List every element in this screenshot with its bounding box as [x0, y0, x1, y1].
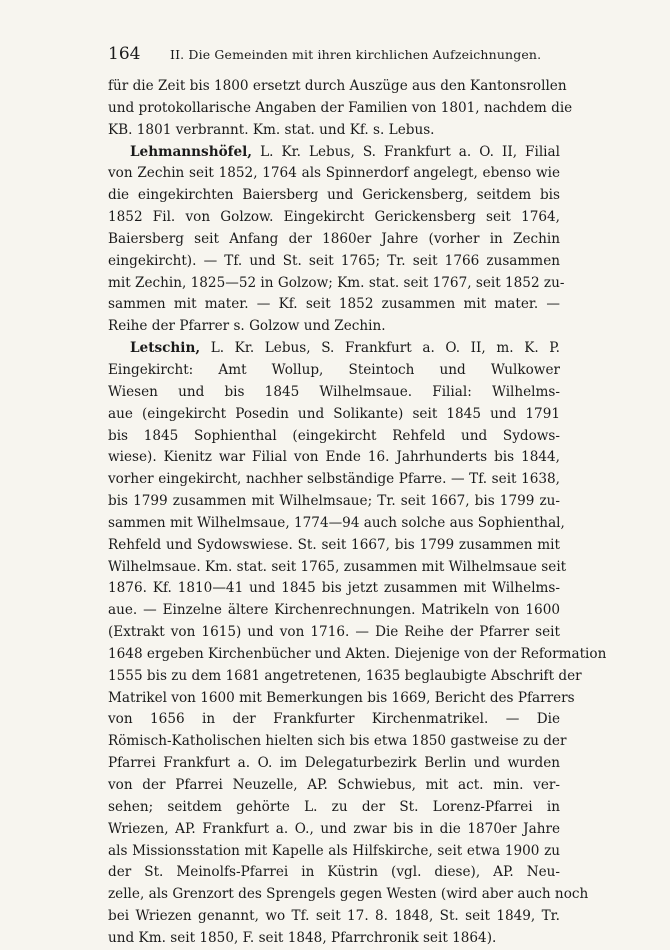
text-line: Pfarrei Frankfurt a. O. im Delegaturbezirk Berlin und wurden: [108, 755, 560, 772]
text-line: sammen mit mater. — Kf. seit 1852 zusammen mit mater. —: [108, 296, 560, 313]
text-line: Römisch-Katholischen hielten sich bis etwa 1850 gastweise zu der: [108, 733, 567, 750]
entry-heading: Lehmannshöfel,: [130, 143, 253, 160]
text-line: vorher eingekircht, nachher selbständige Pfarre. — Tf. seit 1638,: [108, 471, 560, 488]
text-line: die eingekirchten Baiersberg und Gerickensberg, seitdem bis: [108, 187, 560, 204]
entry-heading: Letschin,: [130, 340, 201, 357]
text-line: mit Zechin, 1825—52 in Golzow; Km. stat. seit 1767, seit 1852 zu-: [108, 274, 565, 291]
text-line: Eingekircht: Amt Wollup, Steintoch und Wulkower: [108, 361, 560, 378]
page-header: [108, 44, 562, 64]
text-line: bei Wriezen genannt, wo Tf. seit 17. 8. 1848, St. seit 1849, Tr.: [108, 908, 560, 925]
running-head: II. Die Gemeinden mit ihren kirchlichen Aufzeichnungen.: [170, 47, 542, 62]
text-line: Letschin, L. Kr. Lebus, S. Frankfurt a. O. II, m. K. P.: [130, 340, 560, 357]
text-line: Reihe der Pfarrer s. Golzow und Zechin.: [108, 318, 386, 335]
text-line: Wiesen und bis 1845 Wilhelmsaue. Filial: Wilhelms-: [108, 383, 560, 400]
text-line: von der Pfarrei Neuzelle, AP. Schwiebus, mit act. min. ver-: [108, 777, 560, 793]
text-line: eingekircht). — Tf. und St. seit 1765; Tr. seit 1766 zusammen: [108, 252, 560, 269]
text-line: aue (eingekircht Posedin und Solikante) seit 1845 und 1791: [108, 405, 560, 422]
text-line: Wriezen, AP. Frankfurt a. O., und zwar bis in die 1870er Jahre: [108, 820, 560, 837]
text-line: als Missionsstation mit Kapelle als Hilfskirche, seit etwa 1900 zu: [108, 842, 560, 859]
text-line: sammen mit Wilhelmsaue, 1774—94 auch solche aus Sophienthal,: [108, 514, 565, 531]
text-line: KB. 1801 verbrannt. Km. stat. und Kf. s. Lebus.: [108, 121, 435, 138]
text-line: der St. Meinolfs-Pfarrei in Küstrin (vgl. diese), AP. Neu-: [108, 864, 560, 881]
text-line: bis 1799 zusammen mit Wilhelmsaue; Tr. seit 1667, bis 1799 zu-: [108, 493, 560, 510]
text-line: sehen; seitdem gehörte L. zu der St. Lorenz-Pfarrei in: [108, 798, 560, 815]
page-number: 164: [108, 44, 141, 64]
text-line: 1876. Kf. 1810—41 und 1845 bis jetzt zusammen mit Wilhelms-: [108, 580, 560, 597]
text-line: Matrikel von 1600 mit Bemerkungen bis 1669, Bericht des Pfarrers: [108, 689, 575, 706]
text-line: 1648 ergeben Kirchenbücher und Akten. Diejenige von der Reformation: [108, 645, 607, 662]
body-text: [108, 76, 607, 950]
text-line: und protokollarische Angaben der Familien von 1801, nachdem die: [108, 99, 573, 116]
text-line: Baiersberg seit Anfang der 1860er Jahre (vorher in Zechin: [108, 230, 560, 247]
text-line: 1852 Fil. von Golzow. Eingekircht Gerickensberg seit 1764,: [108, 209, 560, 226]
text-line: (Extrakt von 1615) und von 1716. — Die Reihe der Pfarrer seit: [108, 624, 560, 641]
paragraph: [108, 76, 573, 142]
text-line: von 1656 in der Frankfurter Kirchenmatrikel. — Die: [108, 711, 560, 728]
text-line: Wilhelmsaue. Km. stat. seit 1765, zusammen mit Wilhelmsaue seit: [108, 558, 567, 575]
text-line: aue. — Einzelne ältere Kirchenrechnungen. Matrikeln von 1600: [108, 602, 560, 619]
text-line: zelle, als Grenzort des Sprengels gegen Westen (wird aber auch noch: [108, 886, 589, 903]
text-line: für die Zeit bis 1800 ersetzt durch Auszüge aus den Kantonsrollen: [108, 78, 567, 94]
text-line: Lehmannshöfel, L. Kr. Lebus, S. Frankfurt a. O. II, Filial: [130, 143, 560, 160]
text-line: bis 1845 Sophienthal (eingekircht Rehfeld und Sydows-: [108, 427, 560, 444]
text-line: wiese). Kienitz war Filial von Ende 16. Jahrhunderts bis 1844,: [108, 449, 560, 466]
paragraph: [108, 338, 607, 950]
text-line: 1555 bis zu dem 1681 angetretenen, 1635 beglaubigte Abschrift der: [108, 667, 582, 684]
paragraph: [108, 142, 565, 339]
text-line: und Km. seit 1850, F. seit 1848, Pfarrchronik seit 1864).: [108, 929, 497, 946]
text-line: Rehfeld und Sydowswiese. St. seit 1667, bis 1799 zusammen mit: [108, 536, 560, 553]
text-line: von Zechin seit 1852, 1764 als Spinnerdorf angelegt, ebenso wie: [108, 165, 560, 182]
